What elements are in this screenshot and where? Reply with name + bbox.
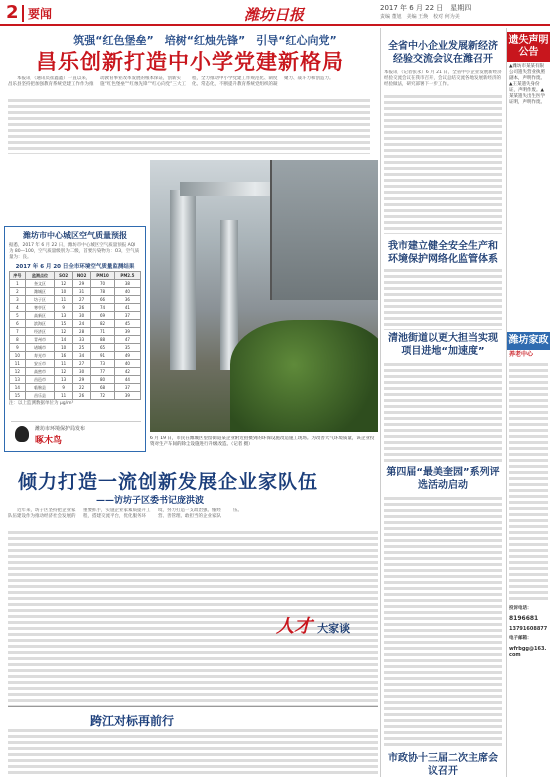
photo-caption: 6 月 19 日，市民在潍城区望留街道某企业附近拍摄到的环保设施改造施工现场。为改善大气环境质量，该企业投资对生产车间的除尘设施进行升级改造。（记者 摄） [150, 436, 375, 447]
table-row [10, 288, 141, 296]
second-subhead: ——访坊子区委书记庞洪波 [96, 496, 205, 506]
story1-body: 本报讯 （记者张永）6 月 21 日，全省中小企业发展新经济经验交流会议在我市召开，会议总结交流各地发展新经济的经验做法，研究部署下一步工作。 [384, 70, 502, 87]
table-cell: 28 [72, 328, 90, 336]
table-cell: 11 [55, 296, 73, 304]
table-cell: 39 [114, 392, 140, 400]
second-headline: 倾力打造一流创新发展企业家队伍 [18, 471, 319, 493]
notice-sidebar [506, 28, 550, 777]
table-cell: 82 [91, 320, 115, 328]
page-number: 2 [6, 2, 19, 23]
table-cell: 9 [55, 384, 73, 392]
table-cell: 72 [91, 392, 115, 400]
story4-headline: 第四届“最美奎园”系列评选活动启动 [386, 467, 500, 491]
table-cell: 10 [10, 352, 26, 360]
table-cell: 24 [72, 320, 90, 328]
table-row [10, 280, 141, 288]
table-cell: 13 [10, 376, 26, 384]
table-cell: 潍城区 [25, 288, 55, 296]
footer-brand: 啄木鸟 [35, 436, 63, 446]
table-body [10, 280, 141, 400]
table-cell: 25 [72, 344, 90, 352]
talent-logo: 人才 大家谈 [276, 616, 351, 637]
air-quality-intro: 据悉，2017 年 6 月 22 日，潍坊市中心城区空气质量预报 AQI 为 80—100，空气质量级别为二级，首要污染物为：O3，空气质量为：良。 [9, 243, 140, 260]
editors-line: 责编 董旭 美编 王焕 校对 何为美 [380, 14, 460, 20]
table-cell: 高新区 [25, 312, 55, 320]
lead-body: 本报讯 （通讯员崔鑫鑫）一直以来，昌乐县坚持把加强教育系统党建工作作为推动教育事业改革发展的根本保证，创新实施“红色堡垒”“红烛先锋”“红心向党”三大工程，全力推动中小学党建工作规范化、制度化、常态化，不断提升教育系统党组织的凝聚力、战斗力和创造力。 [8, 76, 334, 87]
table-cell: 33 [72, 336, 90, 344]
tree-shape [230, 320, 378, 432]
table-cell: 27 [72, 296, 90, 304]
woodpecker-icon [15, 426, 29, 442]
table-cell: 29 [72, 280, 90, 288]
table-cell: 22 [72, 384, 90, 392]
table-cell: 16 [55, 352, 73, 360]
table-cell: 30 [72, 312, 90, 320]
bottom-body-lines [8, 728, 378, 774]
air-quality-table [9, 271, 141, 400]
table-cell: 66 [91, 296, 115, 304]
table-column-header: PM10 [91, 272, 115, 280]
table-cell: 80 [91, 376, 115, 384]
table-cell: 78 [91, 288, 115, 296]
story4-body-lines [384, 496, 502, 746]
table-cell: 6 [10, 320, 26, 328]
table-cell: 35 [114, 344, 140, 352]
table-cell: 88 [91, 336, 115, 344]
table-cell: 26 [72, 392, 90, 400]
sidebar-notices: ▲潍坊市某某有限公司遗失营业执照副本，声明作废。▲王某遗失身份证，声明作废。▲某某遗失出生医学证明，声明作废。 [509, 64, 545, 105]
story2-headline: 我市建立健全安全生产和环境保护网络化监管体系 [388, 241, 498, 265]
table-cell: 9 [10, 344, 26, 352]
table-cell: 青州市 [25, 336, 55, 344]
table-cell: 49 [114, 352, 140, 360]
air-quality-footer [11, 421, 141, 445]
table-title: 2017 年 6 月 20 日全市环境空气质量监测结果 [15, 264, 135, 270]
building-shape [270, 160, 378, 300]
mail-address: wfrbgg@163.com [509, 646, 547, 658]
table-cell: 45 [114, 320, 140, 328]
phone-number: 8196681 [509, 615, 539, 622]
table-column-header: 监测点位 [25, 272, 55, 280]
table-row [10, 384, 141, 392]
story1-headline: 全省中小企业发展新经济经验交流会议在潍召开 [388, 41, 498, 65]
sidebar-ad-title: 潍坊家政 [507, 332, 550, 350]
table-column-header: SO2 [55, 272, 73, 280]
table-cell: 11 [55, 392, 73, 400]
table-row [10, 376, 141, 384]
table-cell: 7 [10, 328, 26, 336]
table-cell: 11 [55, 360, 73, 368]
table-row [10, 304, 141, 312]
table-cell: 15 [10, 392, 26, 400]
table-cell: 2 [10, 288, 26, 296]
table-cell: 44 [114, 376, 140, 384]
table-cell: 9 [55, 304, 73, 312]
lead-kicker: 筑强“红色堡垒” 培树“红烛先锋” 引导“红心向党” [73, 34, 337, 47]
sidebar-title: 遗失声明公告 [507, 32, 550, 62]
mobile-number: 13791608877 [509, 626, 548, 632]
story3-body-lines [384, 362, 502, 462]
table-cell: 13 [55, 312, 73, 320]
table-cell: 4 [10, 304, 26, 312]
table-column-header: NO2 [72, 272, 90, 280]
table-cell: 临朐县 [25, 384, 55, 392]
masthead-logo: 潍坊日报 [244, 6, 305, 24]
story3-headline: 清池街道以更大担当实现项目进地“加速度” [388, 333, 498, 357]
bottom-headline: 跨江对标再前行 [90, 714, 175, 728]
table-cell: 1 [10, 280, 26, 288]
table-cell: 74 [91, 304, 115, 312]
table-cell: 40 [114, 288, 140, 296]
table-cell: 坊子区 [25, 296, 55, 304]
table-cell: 36 [114, 296, 140, 304]
table-column-header: 序号 [10, 272, 26, 280]
table-cell: 37 [114, 312, 140, 320]
table-cell: 10 [55, 344, 73, 352]
mail-label: 电子邮箱： [509, 636, 532, 641]
table-header-row [10, 272, 141, 280]
sidebar-ad-lines [509, 362, 548, 602]
table-row [10, 296, 141, 304]
sidebar-ad-sub: 养老中心 [509, 351, 534, 358]
air-quality-table-wrap [5, 271, 145, 400]
table-column-header: PM2.5 [114, 272, 140, 280]
table-cell: 8 [10, 336, 26, 344]
table-row [10, 368, 141, 376]
air-quality-box [4, 226, 146, 452]
table-cell: 42 [114, 368, 140, 376]
table-row [10, 344, 141, 352]
table-cell: 诸城市 [25, 344, 55, 352]
table-cell: 11 [10, 360, 26, 368]
lead-body-lines [8, 98, 370, 154]
table-cell: 安丘市 [25, 360, 55, 368]
table-row [10, 320, 141, 328]
table-cell: 68 [91, 384, 115, 392]
table-cell: 经济区 [25, 328, 55, 336]
table-cell: 14 [10, 384, 26, 392]
table-cell: 昌邑市 [25, 376, 55, 384]
table-cell: 34 [72, 352, 90, 360]
table-cell: 奎文区 [25, 280, 55, 288]
table-row [10, 336, 141, 344]
table-cell: 寒亭区 [25, 304, 55, 312]
footer-publisher: 潍坊市环境保护局发布 [35, 426, 86, 432]
table-cell: 65 [91, 344, 115, 352]
table-row [10, 392, 141, 400]
table-cell: 15 [55, 320, 73, 328]
second-body: 近年来，坊子区坚持把企业家队伍建设作为推动经济社会发展的重要抓手，实施企业家素质提升工程，搭建交流平台，优化服务环境，努力打造一支政治强、懂经营、善管理、敢担当的企业家队伍。 [8, 508, 242, 519]
table-cell: 5 [10, 312, 26, 320]
table-row [10, 312, 141, 320]
table-cell: 12 [55, 280, 73, 288]
table-cell: 39 [114, 328, 140, 336]
table-cell: 12 [10, 368, 26, 376]
table-cell: 77 [91, 368, 115, 376]
phone-label: 投诉电话： [509, 606, 532, 611]
table-cell: 29 [72, 376, 90, 384]
factory-photo [150, 160, 378, 432]
table-row [10, 352, 141, 360]
table-cell: 10 [55, 288, 73, 296]
table-note: 注：以上监测数据单位为 μg/m³ [9, 401, 74, 406]
column-rule [380, 28, 381, 777]
story2-body-lines [384, 268, 502, 330]
table-cell: 31 [72, 288, 90, 296]
table-cell: 70 [91, 280, 115, 288]
table-cell: 26 [72, 304, 90, 312]
table-row [10, 328, 141, 336]
air-quality-title: 潍坊市中心城区空气质量预报 [23, 231, 127, 240]
table-cell: 37 [114, 384, 140, 392]
table-cell: 73 [91, 360, 115, 368]
table-row [10, 360, 141, 368]
table-cell: 41 [114, 304, 140, 312]
divider [8, 706, 378, 707]
table-cell: 高密市 [25, 368, 55, 376]
table-cell: 71 [91, 328, 115, 336]
table-cell: 寿光市 [25, 352, 55, 360]
story5-headline: 市政协十三届二次主席会议召开 [388, 753, 498, 777]
lead-headline: 昌乐创新打造中小学党建新格局 [36, 50, 344, 74]
table-cell: 38 [114, 280, 140, 288]
table-cell: 12 [55, 368, 73, 376]
table-cell: 滨海区 [25, 320, 55, 328]
table-cell: 40 [114, 360, 140, 368]
table-cell: 91 [91, 352, 115, 360]
table-cell: 12 [55, 328, 73, 336]
table-cell: 昌乐县 [25, 392, 55, 400]
table-cell: 14 [55, 336, 73, 344]
pipe-shape [170, 190, 196, 370]
story1-body-lines [384, 94, 502, 234]
section-name: 要闻 [22, 5, 52, 22]
table-cell: 47 [114, 336, 140, 344]
table-cell: 30 [72, 368, 90, 376]
table-cell: 69 [91, 312, 115, 320]
table-cell: 27 [72, 360, 90, 368]
issue-date: 2017 年 6 月 22 日 星期四 [380, 4, 472, 12]
table-cell: 3 [10, 296, 26, 304]
table-cell: 13 [55, 376, 73, 384]
